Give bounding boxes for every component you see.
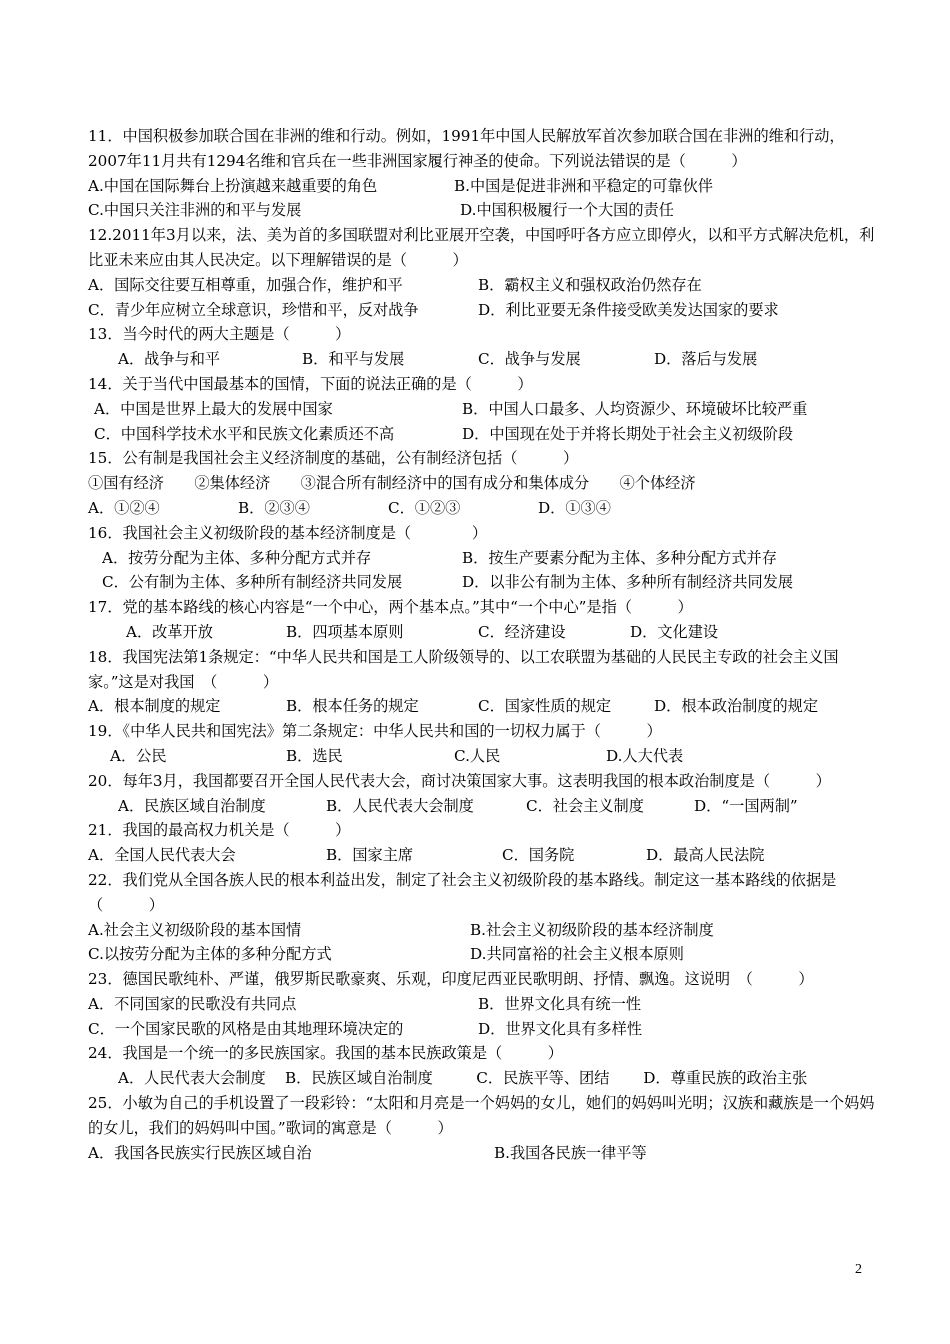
question-12-options-row-1 bbox=[88, 273, 878, 298]
question-19-option-b[interactable]: B．选民 bbox=[286, 746, 343, 765]
question-24-option-b[interactable]: B．民族区域自治制度 bbox=[284, 1069, 433, 1088]
question-16-options-row-1 bbox=[88, 546, 878, 571]
question-15-option-c[interactable]: C．①②③ bbox=[388, 498, 461, 517]
question-25-options-row-1 bbox=[88, 1141, 878, 1166]
question-24-stem: 24．我国是一个统一的多民族国家。我国的基本民族政策是（ ） bbox=[88, 1044, 563, 1063]
question-21-option-a[interactable]: A．全国人民代表大会 bbox=[88, 846, 236, 865]
question-14-option-b[interactable]: B．中国人口最多、人均资源少、环境破坏比较严重 bbox=[462, 399, 808, 418]
question-13-option-b[interactable]: B．和平与发展 bbox=[302, 350, 405, 369]
question-24-option-a[interactable]: A．人民代表大会制度 bbox=[118, 1069, 266, 1088]
question-19-stem: 19．《中华人民共和国宪法》第二条规定：中华人民共和国的一切权力属于（ ） bbox=[88, 722, 662, 741]
question-16-options-row-2 bbox=[88, 570, 878, 595]
question-15-option-d[interactable]: D．①③④ bbox=[538, 498, 611, 517]
question-22-options-row-2 bbox=[88, 942, 878, 967]
question-22-option-a[interactable]: A.社会主义初级阶段的基本国情 bbox=[88, 920, 302, 939]
page-number: 2 bbox=[855, 1262, 862, 1277]
question-18-stem: 18．我国宪法第1条规定：“中华人民共和国是工人阶级领导的、以工农联盟为基础的人民民主专政的社会主义国家。”这是对我国 （ ） bbox=[88, 647, 839, 691]
question-20-option-a[interactable]: A．民族区域自治制度 bbox=[118, 796, 266, 815]
question-16-option-b[interactable]: B．按生产要素分配为主体、多种分配方式并存 bbox=[462, 548, 777, 567]
question-12-stem: 12.2011年3月以来，法、美为首的多国联盟对利比亚展开空袭，中国呼吁各方应立即停火，以和平方式解决危机，利比亚未来应由其人民决定。以下理解错误的是（ ） bbox=[88, 226, 875, 269]
question-12-options-row-2 bbox=[88, 298, 878, 323]
question-16-stem: 16．我国社会主义初级阶段的基本经济制度是（ ） bbox=[88, 523, 488, 542]
question-24-options bbox=[88, 1066, 878, 1091]
question-18-options bbox=[88, 694, 878, 719]
question-23-option-a[interactable]: A．不同国家的民歌没有共同点 bbox=[88, 994, 297, 1013]
question-11-options-row-1 bbox=[88, 174, 878, 199]
question-19-options bbox=[88, 744, 878, 769]
question-11-option-c[interactable]: C.中国只关注非洲的和平与发展 bbox=[88, 201, 302, 220]
question-16-option-c[interactable]: C．公有制为主体、多种所有制经济共同发展 bbox=[102, 573, 403, 592]
question-20-options bbox=[88, 794, 878, 819]
question-12-option-c[interactable]: C．青少年应树立全球意识，珍惜和平，反对战争 bbox=[88, 300, 419, 319]
question-25-option-a[interactable]: A．我国各民族实行民族区域自治 bbox=[88, 1143, 312, 1162]
question-14-stem: 14．关于当代中国最基本的国情，下面的说法正确的是（ ） bbox=[88, 374, 533, 393]
question-24-option-c[interactable]: C．民族平等、团结 bbox=[476, 1069, 610, 1088]
question-11-option-a[interactable]: A.中国在国际舞台上扮演越来越重要的角色 bbox=[88, 176, 378, 195]
question-18-option-d[interactable]: D．根本政治制度的规定 bbox=[654, 697, 819, 716]
question-23-option-b[interactable]: B．世界文化具有统一性 bbox=[478, 994, 642, 1013]
question-17-stem: 17．党的基本路线的核心内容是“一个中心，两个基本点。”其中“一个中心”是指（ ） bbox=[88, 598, 693, 617]
question-19-option-d[interactable]: D.人大代表 bbox=[606, 746, 684, 765]
question-18-option-b[interactable]: B．根本任务的规定 bbox=[286, 697, 419, 716]
exam-page bbox=[88, 124, 878, 1165]
question-16-option-a[interactable]: A．按劳分配为主体、多种分配方式并存 bbox=[102, 548, 372, 567]
question-19-option-c[interactable]: C.人民 bbox=[454, 746, 501, 765]
question-15-option-a[interactable]: A．①②④ bbox=[88, 498, 160, 517]
question-16-option-d[interactable]: D．以非公有制为主体、多种所有制经济共同发展 bbox=[462, 573, 794, 592]
question-24-option-d[interactable]: D．尊重民族的政治主张 bbox=[643, 1069, 808, 1088]
question-12-option-a[interactable]: A．国际交往要互相尊重，加强合作，维护和平 bbox=[88, 275, 403, 294]
question-12-option-d[interactable]: D．利比亚要无条件接受欧美发达国家的要求 bbox=[478, 300, 779, 319]
question-12-option-b[interactable]: B．霸权主义和强权政治仍然存在 bbox=[478, 275, 702, 294]
question-14-options-row-1 bbox=[88, 397, 878, 422]
question-13-options bbox=[88, 347, 878, 372]
question-17-option-a[interactable]: A．改革开放 bbox=[126, 622, 213, 641]
question-21-option-c[interactable]: C．国务院 bbox=[502, 846, 575, 865]
question-22-option-c[interactable]: C.以按劳分配为主体的多种分配方式 bbox=[88, 945, 332, 964]
question-19-option-a[interactable]: A．公民 bbox=[110, 746, 167, 765]
question-11-option-b[interactable]: B.中国是促进非洲和平稳定的可靠伙伴 bbox=[454, 176, 713, 195]
question-13-stem: 13．当今时代的两大主题是（ ） bbox=[88, 325, 351, 344]
question-15-options bbox=[88, 496, 878, 521]
question-15-option-b[interactable]: B．②③④ bbox=[238, 498, 310, 517]
question-18-option-c[interactable]: C．国家性质的规定 bbox=[478, 697, 612, 716]
question-14-options-row-2 bbox=[88, 422, 878, 447]
question-22-stem: 22．我们党从全国各族人民的根本利益出发，制定了社会主义初级阶段的基本路线。制定这一基本路线的依据是（ ） bbox=[88, 870, 837, 914]
question-17-option-b[interactable]: B．四项基本原则 bbox=[286, 622, 404, 641]
question-11-option-d[interactable]: D.中国积极履行一个大国的责任 bbox=[460, 201, 674, 220]
question-22-options-row-1 bbox=[88, 918, 878, 943]
question-21-option-d[interactable]: D．最高人民法院 bbox=[646, 846, 765, 865]
question-21-options bbox=[88, 843, 878, 868]
question-23-stem: 23．德国民歌纯朴、严谨，俄罗斯民歌豪爽、乐观，印度尼西亚民歌明朗、抒情、飘逸。这说明 （ ） bbox=[88, 970, 814, 989]
question-20-option-d[interactable]: D．“一国两制” bbox=[694, 796, 798, 815]
question-15-stem: 15．公有制是我国社会主义经济制度的基础，公有制经济包括（ ） bbox=[88, 449, 579, 468]
question-13-option-a[interactable]: A．战争与和平 bbox=[118, 350, 221, 369]
question-21-option-b[interactable]: B．国家主席 bbox=[326, 846, 414, 865]
question-17-option-d[interactable]: D．文化建设 bbox=[630, 622, 719, 641]
question-20-option-c[interactable]: C．社会主义制度 bbox=[526, 796, 644, 815]
question-14-option-d[interactable]: D．中国现在处于并将长期处于社会主义初级阶段 bbox=[462, 424, 794, 443]
question-22-option-d[interactable]: D.共同富裕的社会主义根本原则 bbox=[470, 945, 684, 964]
question-11-options-row-2 bbox=[88, 198, 878, 223]
question-23-options-row-2 bbox=[88, 1017, 878, 1042]
question-25-option-b[interactable]: B.我国各民族一律平等 bbox=[494, 1143, 647, 1162]
question-25-stem: 25．小敏为自己的手机设置了一段彩铃：“太阳和月亮是一个妈妈的女儿，她们的妈妈叫光明；汉族和藏族是一个妈妈的女儿，我们的妈妈叫中国。”歌词的寓意是（ ） bbox=[88, 1094, 875, 1137]
question-13-option-d[interactable]: D．落后与发展 bbox=[654, 350, 758, 369]
question-23-option-c[interactable]: C．一个国家民歌的风格是由其地理环境决定的 bbox=[88, 1019, 404, 1038]
question-17-options bbox=[88, 620, 878, 645]
question-20-option-b[interactable]: B．人民代表大会制度 bbox=[326, 796, 474, 815]
question-11-stem: 11．中国积极参加联合国在非洲的维和行动。例如，1991年中国人民解放军首次参加联合国在非洲的维和行动，2007年11月共有1294名维和官兵在一些非洲国家履行神圣的使命。下列说法错误的是（ ） bbox=[88, 127, 845, 170]
question-23-options-row-1 bbox=[88, 992, 878, 1017]
question-17-option-c[interactable]: C．经济建设 bbox=[478, 622, 566, 641]
question-15-items: ①国有经济 ②集体经济 ③混合所有制经济中的国有成分和集体成分 ④个体经济 bbox=[88, 474, 696, 493]
question-13-option-c[interactable]: C．战争与发展 bbox=[478, 350, 581, 369]
question-23-option-d[interactable]: D．世界文化具有多样性 bbox=[478, 1019, 643, 1038]
question-14-option-c[interactable]: C．中国科学技术水平和民族文化素质还不高 bbox=[94, 424, 395, 443]
question-18-option-a[interactable]: A．根本制度的规定 bbox=[88, 697, 221, 716]
question-14-option-a[interactable]: A．中国是世界上最大的发展中国家 bbox=[94, 399, 333, 418]
question-20-stem: 20．每年3月，我国都要召开全国人民代表大会，商讨决策国家大事。这表明我国的根本政治制度是（ ） bbox=[88, 771, 831, 790]
question-21-stem: 21．我国的最高权力机关是（ ） bbox=[88, 821, 351, 840]
question-22-option-b[interactable]: B.社会主义初级阶段的基本经济制度 bbox=[470, 920, 714, 939]
